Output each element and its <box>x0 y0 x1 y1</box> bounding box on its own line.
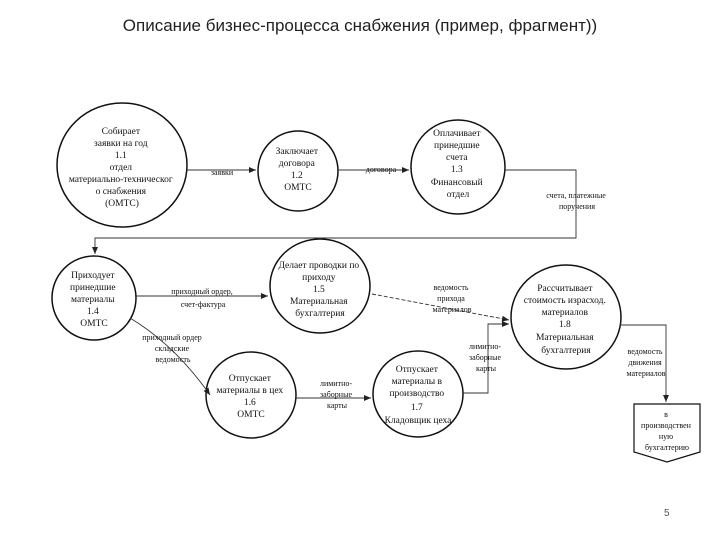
svg-text:счета, платежные поручения <box>546 191 608 211</box>
flow-label-prikhodny-1: приходный ордер, <box>171 287 233 296</box>
process-1-5-line-1: Делает проводки по <box>278 261 360 271</box>
process-1-7-line-2: материалы в <box>391 377 443 387</box>
flow-label-skladskie-3: ведомость <box>155 355 191 364</box>
flow-label-limit-1-2: заборные <box>320 390 352 399</box>
flow-label-vedomost-prikhoda-3: материалов <box>432 305 472 314</box>
svg-text:Отпускает материалы в <box>385 365 453 426</box>
process-1-3-line-3: счета <box>446 153 468 163</box>
process-1-8-line-3: материалов <box>541 308 589 318</box>
process-1-8-line-1: Рассчитывает <box>537 284 593 294</box>
process-1-4-line-3: материалы <box>71 295 115 305</box>
process-1-7-line-5: Кладовщик цеха <box>384 416 452 426</box>
process-1-7-line-1: Отпускает <box>395 365 438 375</box>
process-1-6-line-2: материалы в цех <box>216 386 284 396</box>
flow-label-limit-2-3: карты <box>475 364 497 373</box>
process-1-3-line-4: 1.3 <box>450 165 463 175</box>
process-1-1-line-3: 1.1 <box>114 151 127 161</box>
process-1-7-line-4: 1.7 <box>410 403 423 413</box>
flow-label-skladskie-1: приходный ордер <box>142 333 202 342</box>
svg-text:договора <box>366 165 397 174</box>
svg-text:Собирает заявки на год <box>69 126 175 209</box>
process-1-6-line-3: 1.6 <box>243 398 256 408</box>
external-entity-line-2: производствен <box>641 421 691 430</box>
external-entity-line-1: в <box>664 410 668 419</box>
flow-label-scheta-2: поручения <box>559 202 595 211</box>
process-1-5-line-5: бухгалтерия <box>295 309 345 319</box>
flow-label-scheta-1: счета, платежные <box>546 191 606 200</box>
svg-text:приходный ордер, счет-факт <box>171 287 235 309</box>
svg-text:в производствен ную <box>641 410 693 452</box>
process-1-8-line-4: 1.8 <box>558 320 571 330</box>
process-1-1-line-1: Собирает <box>101 127 140 137</box>
flow-label-prikhodny-2: счет-фактура <box>180 300 226 309</box>
process-1-3-line-5: Финансовый <box>430 178 483 188</box>
svg-text:Делает проводки по приходу <box>278 261 361 319</box>
process-1-4-line-1: Приходует <box>71 271 115 281</box>
svg-text:ведомость движения мат <box>626 347 665 378</box>
process-1-2-line-3: 1.2 <box>290 171 303 181</box>
svg-text:Приходует принедшие ма <box>70 271 118 329</box>
flow-label-skladskie-2: складские <box>154 344 190 353</box>
flow-label-dvizheniya-1: ведомость <box>627 347 663 356</box>
process-1-7-line-3: производство <box>389 389 445 399</box>
external-entity-line-3: ную <box>658 432 674 441</box>
flow-label-dvizheniya-2: движения <box>628 358 662 367</box>
flow-label-vedomost-prikhoda-1: ведомость <box>433 283 469 292</box>
process-1-8-line-5: Материальная <box>535 333 594 343</box>
process-1-5-line-4: Материальная <box>289 297 348 307</box>
process-1-8-line-6: бухгалтерия <box>541 346 591 356</box>
process-1-3-line-2: принедшие <box>434 141 480 151</box>
process-1-5-line-3: 1.5 <box>312 285 325 295</box>
process-1-2-line-2: договора <box>278 159 315 169</box>
process-1-6-line-1: Отпускает <box>228 374 271 384</box>
svg-text:лимитно- заборные карт <box>469 342 503 373</box>
svg-text:ведомость прихода мате <box>432 283 471 314</box>
svg-text:Оплачивает принедшие с <box>431 129 485 200</box>
external-entity-line-4: бухгалтерию <box>645 443 689 452</box>
flow-label-dogovora: договора <box>365 165 397 174</box>
process-1-8-line-2: стоимость израсход. <box>523 296 606 306</box>
svg-text:Рассчитывает стоимость изр <box>524 284 609 356</box>
process-1-4-line-5: ОМТС <box>80 319 108 329</box>
process-1-1-line-6: о снабжения <box>95 187 147 197</box>
process-1-1-line-7: (ОМТС) <box>105 199 139 209</box>
svg-text:Отпускает материалы в цех <box>216 374 285 420</box>
flow-label-limit-2-2: заборные <box>469 353 501 362</box>
flow-label-limit-2-1: лимитно- <box>468 342 502 351</box>
process-1-1-line-5: материально-техническог <box>68 175 173 185</box>
flow-label-vedomost-prikhoda-2: прихода <box>437 294 465 303</box>
process-1-3-line-6: отдел <box>446 190 470 200</box>
process-1-1-line-4: отдел <box>109 163 133 173</box>
process-1-3-line-1: Оплачивает <box>433 129 481 139</box>
flow-label-limit-1-3: карты <box>326 401 348 410</box>
page-number: 5 <box>664 508 670 519</box>
process-1-2-line-1: Заключает <box>275 147 319 157</box>
process-1-1-line-2: заявки на год <box>94 139 148 149</box>
process-1-5-line-2: приходу <box>302 273 336 283</box>
flow-label-zayavki: заявки <box>210 168 234 177</box>
process-1-4-line-2: принедшие <box>70 283 116 293</box>
flow-label-limit-1-1: лимитно- <box>319 379 353 388</box>
svg-text:заявки <box>211 168 234 177</box>
svg-text:Заключает договора 1.2 <box>276 147 321 193</box>
svg-text:лимитно- заборные карт <box>320 379 354 410</box>
process-1-6-line-4: ОМТС <box>237 410 265 420</box>
process-1-4-line-4: 1.4 <box>86 307 99 317</box>
slide-title: Описание бизнес-процесса снабжения (пример, фрагмент)) <box>122 16 598 35</box>
svg-text:приходный ордер складские <box>142 333 204 364</box>
process-1-2-line-4: ОМТС <box>284 183 312 193</box>
flow-label-dvizheniya-3: материалов <box>626 369 666 378</box>
